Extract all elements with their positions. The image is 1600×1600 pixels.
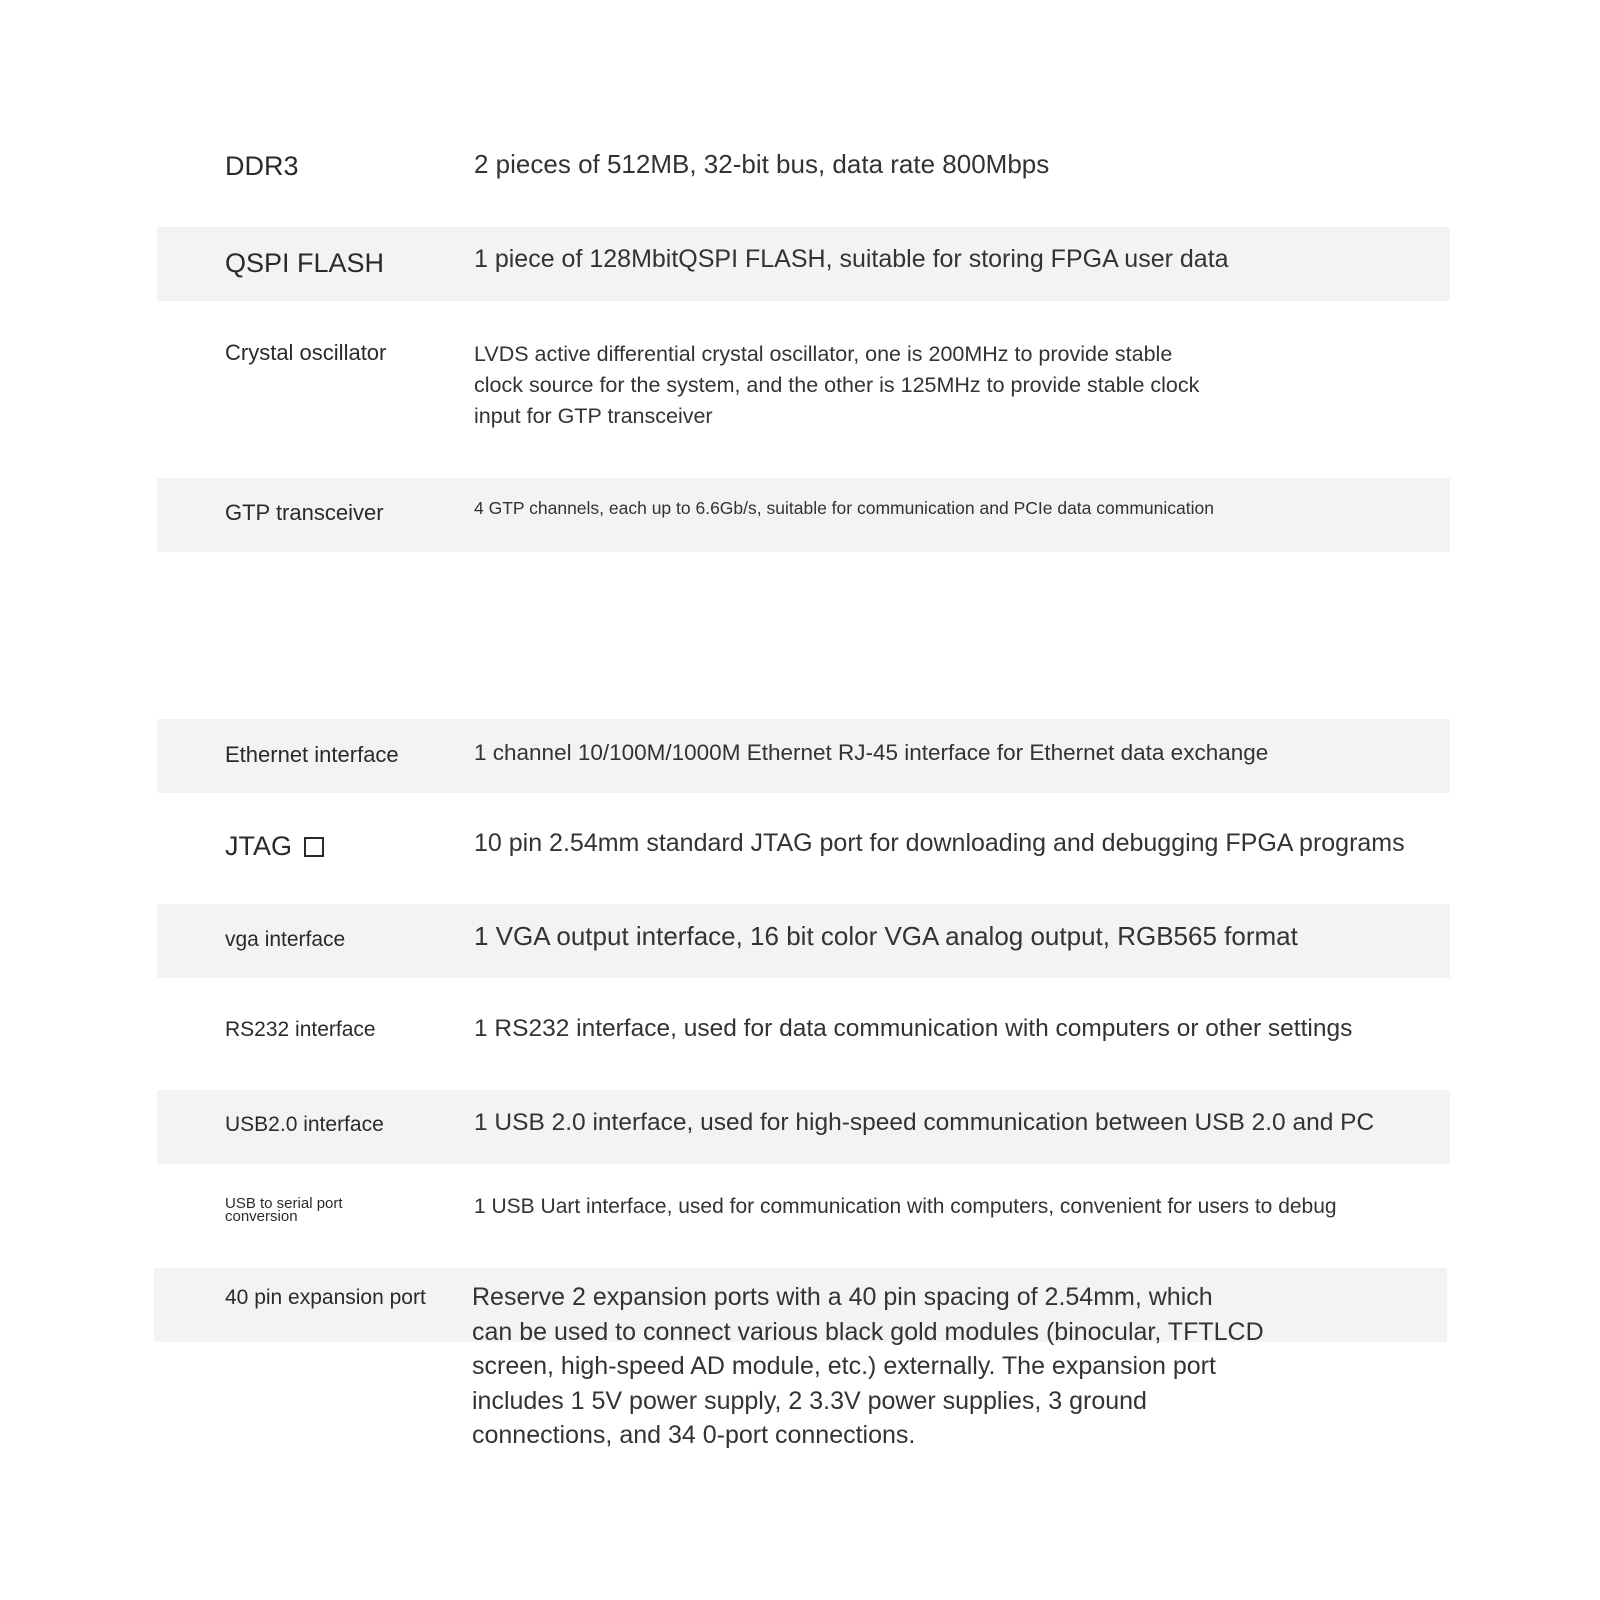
spec-label-crystal-oscillator: Crystal oscillator [225,340,387,365]
spec-label-ddr3: DDR3 [225,151,299,181]
spec-label-expansion-port: 40 pin expansion port [225,1286,426,1309]
value-line: can be used to connect various black gold modules (binocular, TFTLCD [472,1317,1264,1346]
spec-row-usb2-interface [157,1090,1450,1164]
spec-label-usb2-interface: USB2.0 interface [225,1113,384,1136]
value-line: clock source for the system, and the other is 125MHz to provide stable clock [474,373,1200,397]
spec-row-ethernet-interface [157,719,1450,793]
spec-label-usb-serial-conversion [225,1197,343,1223]
spec-value-rs232-interface: 1 RS232 interface, used for data communication with computers or other settings [474,1015,1353,1042]
square-outline-icon [304,837,324,857]
spec-value-ddr3: 2 pieces of 512MB, 32-bit bus, data rate 800Mbps [474,149,1050,179]
spec-label-jtag [225,831,324,862]
spec-row-usb-serial-conversion [157,1185,1450,1245]
spec-value-jtag: 10 pin 2.54mm standard JTAG port for downloading and debugging FPGA programs [474,829,1405,857]
value-line: screen, high-speed AD module, etc.) externally. The expansion port [472,1352,1216,1380]
spec-row-gtp-transceiver [157,478,1450,552]
spec-value-qspi-flash: 1 piece of 128MbitQSPI FLASH, suitable for storing FPGA user data [474,245,1229,273]
spec-label-ethernet-interface: Ethernet interface [225,742,399,767]
spec-label-qspi-flash: QSPI FLASH [225,248,385,278]
spec-value-ethernet-interface: 1 channel 10/100M/1000M Ethernet RJ-45 interface for Ethernet data exchange [474,740,1269,765]
spec-value-usb2-interface: 1 USB 2.0 interface, used for high-speed communication between USB 2.0 and PC [474,1109,1375,1136]
spec-row-vga-interface [157,904,1450,978]
spec-label-rs232-interface: RS232 interface [225,1018,376,1041]
label-line: conversion [225,1208,298,1225]
value-line: LVDS active differential crystal oscillator, one is 200MHz to provide stable [474,342,1173,366]
spec-row-jtag [157,815,1450,875]
spec-row-crystal-oscillator [157,330,1450,440]
spec-row-qspi-flash [157,227,1450,301]
spec-label-gtp-transceiver: GTP transceiver [225,500,384,525]
spec-value-vga-interface: 1 VGA output interface, 16 bit color VGA analog output, RGB565 format [474,921,1298,951]
spec-row-ddr3 [157,135,1450,195]
value-line: input for GTP transceiver [474,404,713,428]
spec-row-expansion-port [157,1268,1450,1468]
spec-value-expansion-port [472,1280,1264,1453]
spec-label-vga-interface: vga interface [225,928,346,951]
value-line: connections, and 34 0-port connections. [472,1421,916,1449]
value-line: Reserve 2 expansion ports with a 40 pin spacing of 2.54mm, which [472,1283,1213,1311]
value-line: includes 1 5V power supply, 2 3.3V power supplies, 3 ground [472,1386,1147,1415]
spec-row-rs232-interface [157,1005,1450,1065]
label-line: USB to serial port [225,1195,343,1212]
spec-value-gtp-transceiver: 4 GTP channels, each up to 6.6Gb/s, suitable for communication and PCIe data communication [474,498,1214,518]
spec-value-crystal-oscillator [474,339,1199,432]
spec-value-usb-serial-conversion: 1 USB Uart interface, used for communication with computers, convenient for users to debug [474,1195,1337,1218]
spec-label-jtag-text: JTAG [225,831,292,861]
